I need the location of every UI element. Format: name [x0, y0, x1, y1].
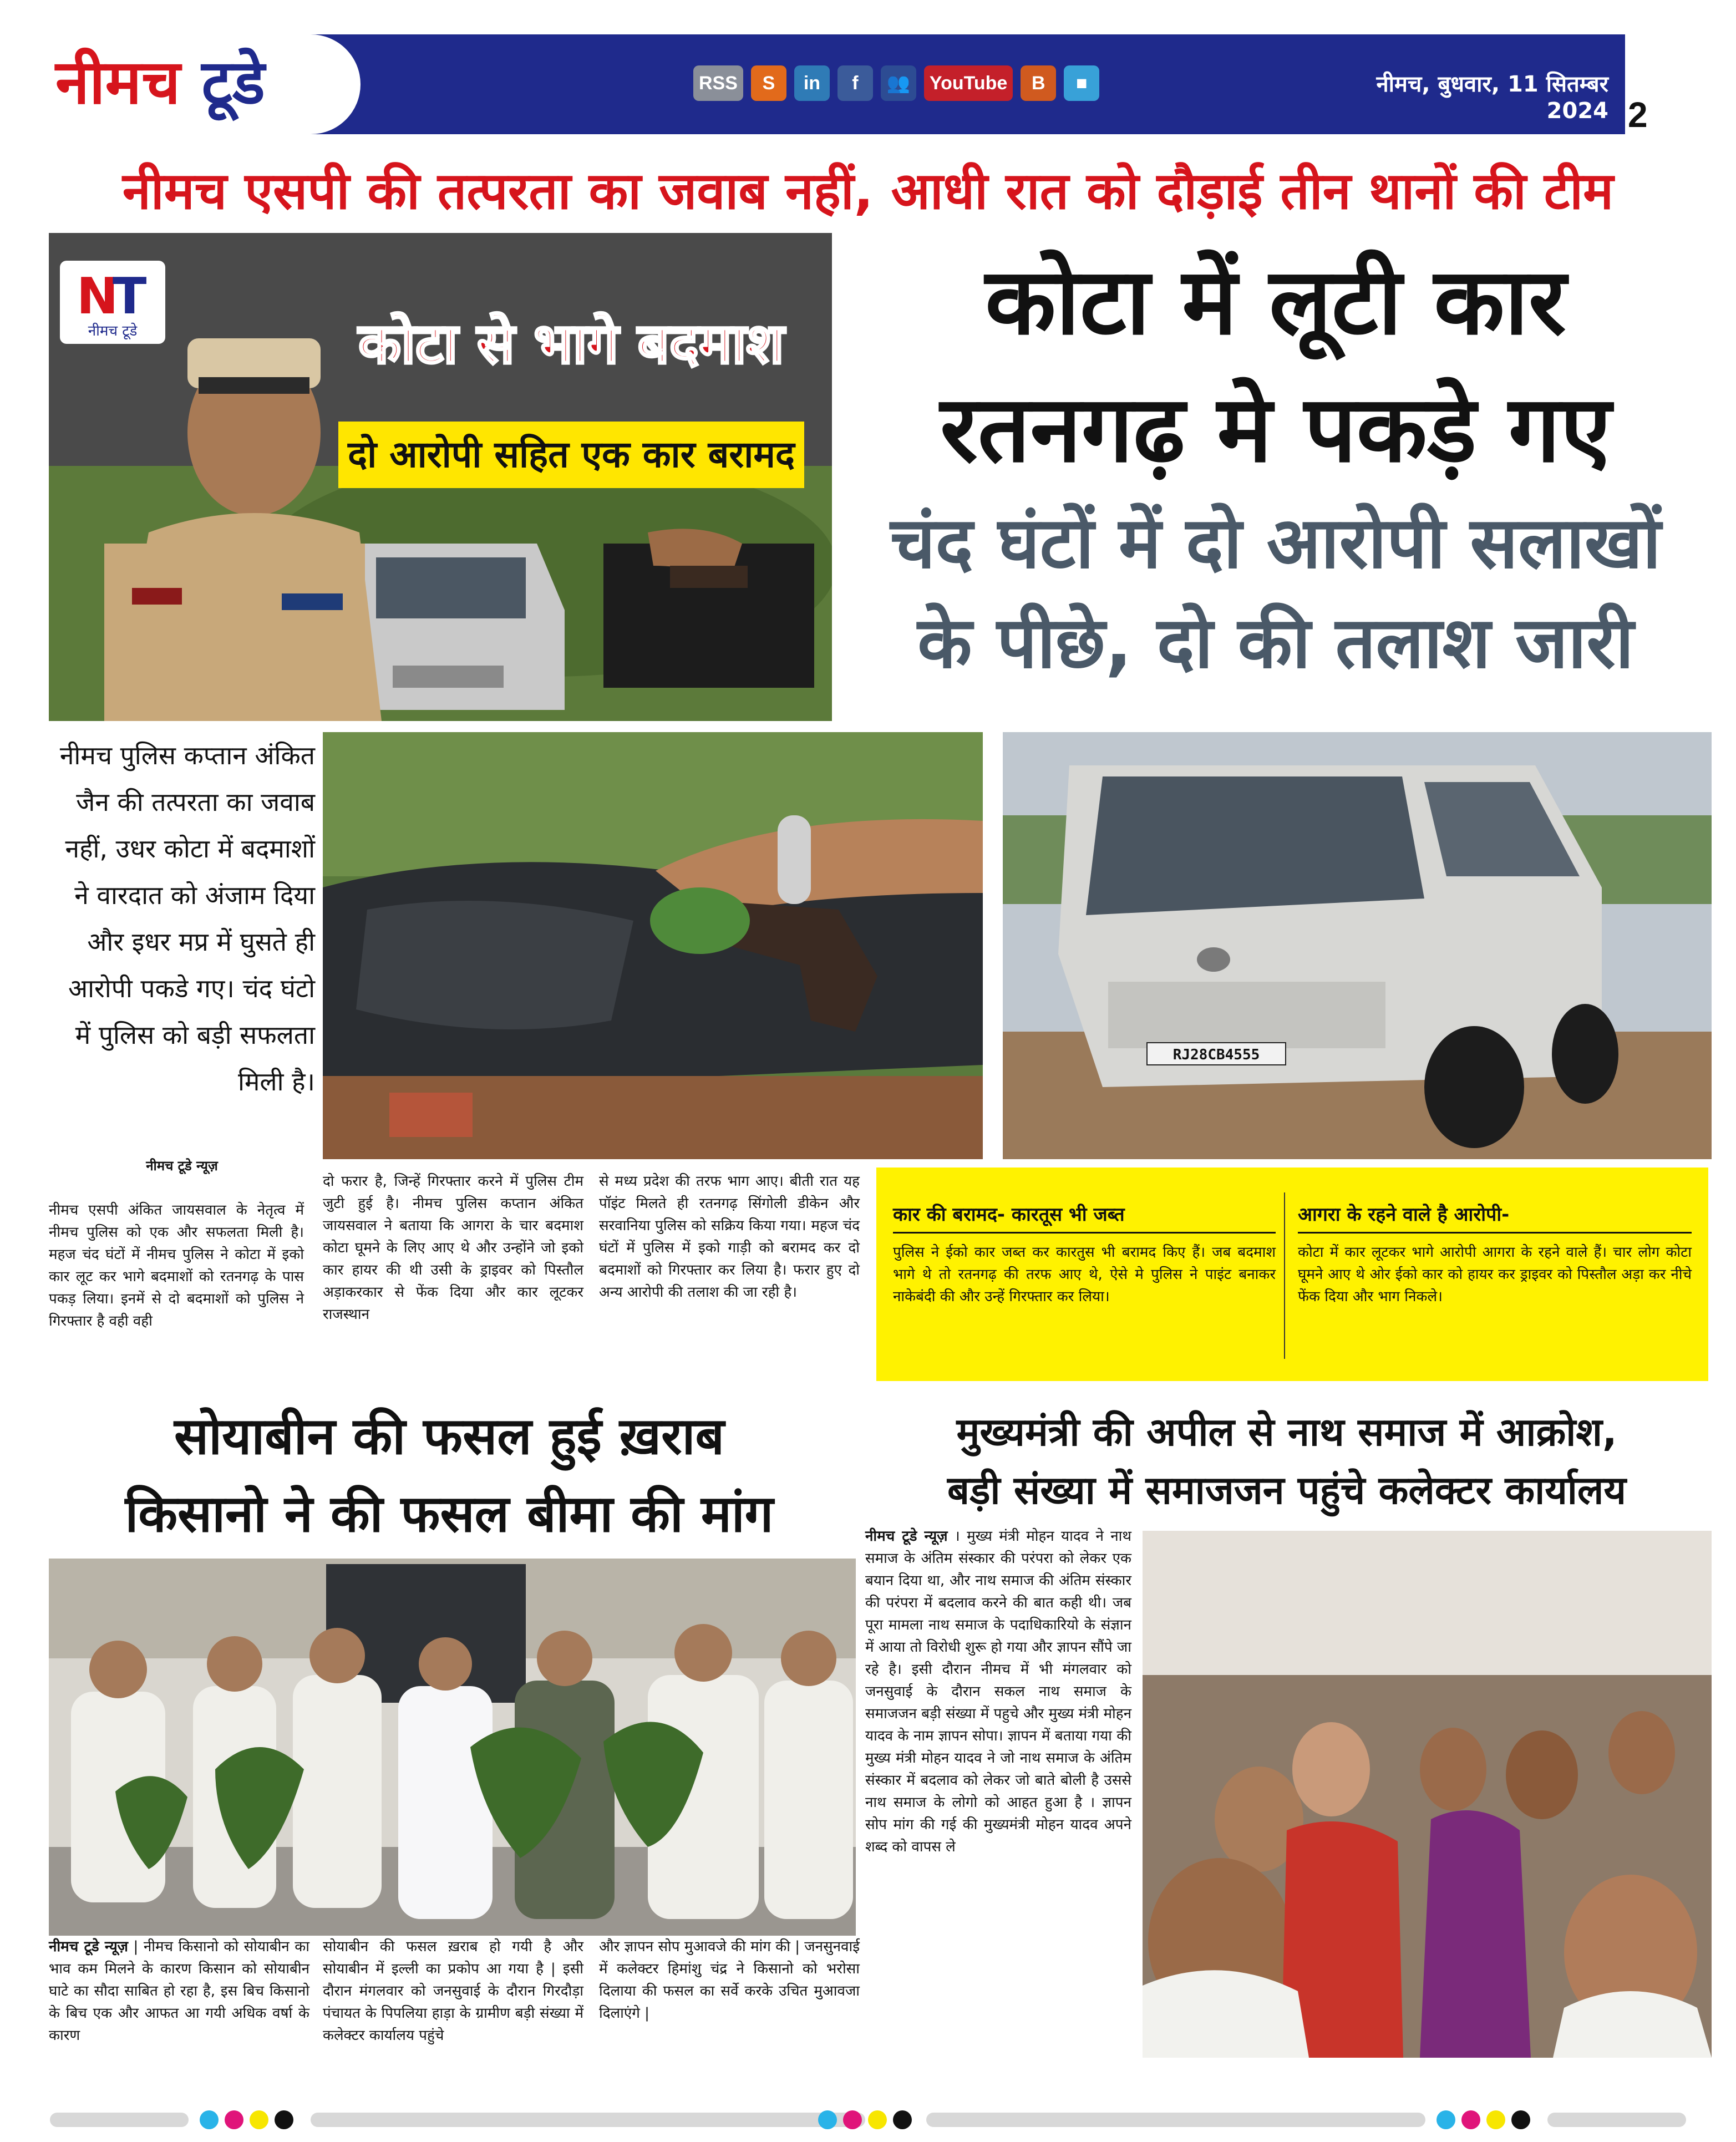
myspace-icon[interactable]: 👥 [881, 65, 916, 101]
social-icons [693, 58, 1099, 108]
page-number: 2 [1628, 95, 1648, 135]
nath-headline-line-1: मुख्यमंत्री की अपील से नाथ समाज में आक्रोश, [956, 1409, 1617, 1455]
magenta-dot-2 [843, 2110, 862, 2129]
main-headline [843, 238, 1708, 494]
nt-logo-text: नीमच टूडे [88, 323, 138, 339]
highlight-left-head: कार की बरामद- कारतूस भी जब्त [893, 1201, 1276, 1234]
soy-body-col-2: सोयाबीन की फसल ख़राब हो गयी है और सोयाबीन में इल्ली का प्रकोप आ गया है | इसी दौरान मंगलवार को जनसुवाई के दौरान गिरदौड़ा पंचायत के पिपलिया हाड़ा के ग्रामीण बड़ी संख्या में कलेक्टर कार्यालय पहुंचे [323, 1938, 583, 2044]
footer-bar-2 [311, 2113, 865, 2127]
highlight-left-body: पुलिस ने ईको कार जब्त कर कारतुस भी बरामद किए हैं। जब बदमाश भागे थे तो रतनगढ़ की तरफ आए थे, ऐसे मे पुलिस ने पाइंट बनाकर नाकेबंदी की और उन्हें गिरफ्तार कर लिया। [893, 1244, 1276, 1305]
cyan-dot-3 [1436, 2110, 1455, 2129]
lead-byline: नीमच टूडे न्यूज़ [146, 1158, 218, 1174]
black-dot-2 [893, 2110, 912, 2129]
soy-body-col-1 [49, 1936, 309, 2047]
highlight-right-body: कोटा में कार लूटकर भागे आरोपी आगरा के रहने वाले हैं। चार लोग कोटा घूमने आए थे ओर ईको कार को हायर कर ड्राइवर को पिस्तौल अड़ा कर नीचे फेंक दिया और भाग निकले। [1298, 1244, 1692, 1305]
hero-overlay-subtitle: दो आरोपी सहित एक कार बरामद [338, 422, 804, 488]
main-subhead [843, 494, 1708, 693]
highlight-left [893, 1201, 1276, 1308]
highlight-right-head: आगरा के रहने वाले है आरोपी- [1298, 1201, 1692, 1234]
soy-byline: नीमच टूडे न्यूज़ [49, 1938, 128, 1955]
footer-registration-bar [50, 2110, 1686, 2129]
soy-headline-line-1: सोयाबीन की फसल हुई ख़राब [174, 1407, 724, 1466]
soy-photo [49, 1559, 856, 1936]
svg-text:N: N [77, 267, 119, 326]
lead-intro: नीमच पुलिस कप्तान अंकित जैन की तत्परता का जवाब नहीं, उधर कोटा में बदमाशों ने वारदात को अंजाम दिया और इधर मप्र में घुसते ही आरोपी पकडे गए। चंद घंटो में पुलिस को बड़ी सफलता मिली है। [59, 740, 315, 1097]
black-dot [275, 2110, 293, 2129]
lead-body-col-2: दो फरार है, जिन्हें गिरफ्तार करने में पुलिस टीम जुटी हुई है। नीमच पुलिस कप्तान अंकित जायसवाल ने बताया कि आगरा के चार बदमाश कोटा घूमने के लिए आए थे और उन्होंने जो इको कार हायर की थी उसी के ड्राइवर को पिस्तौल अड़ाकरकार से फेंक दिया और कार लूटकर राजस्थान [323, 1173, 583, 1323]
svg-text:T: T [113, 267, 147, 326]
nath-byline: नीमच टूडे न्यूज़ [865, 1528, 948, 1545]
lead-body-col-1: नीमच एसपी अंकित जायसवाल के नेतृत्व में नीमच पुलिस को एक और सफलता मिली है। महज चंद घंटों में नीमच पुलिस ने कोटा में इको कार लूट कर भागे बदमाशों को रतनगढ़ के पास पकड़ लिया। इनमें से दो बदमाशों को पुलिस ने गिरफ्तार है वही वही [49, 1202, 304, 1329]
soy-body-col-1-text: | नीमच किसानो को सोयाबीन का भाव कम मिलने के कारण किसान को सोयाबीन घाटे का सौदा साबित हो रहा है, इस बिच किसानो के बिच एक और आफत आ गयी अधिक वर्षा के कारण [49, 1938, 309, 2044]
cyan-dot [200, 2110, 219, 2129]
car-photo [1003, 732, 1712, 1159]
footer-bar-1 [50, 2113, 189, 2127]
facebook-icon[interactable]: f [837, 65, 873, 101]
nt-logo-badge [60, 261, 165, 344]
soy-body-col-3: और ज्ञापन सोप मुआवजे की मांग की | जनसुनवाई में कलेक्टर हिमांशु चंद्र ने किसानो को भरोसा दिलाया की फसल का सर्वे करके उचित मुआवजा दिलाएंगे | [599, 1938, 860, 2022]
main-subhead-line-1: चंद घंटों में दो आरोपी सलाखों [890, 502, 1661, 585]
logo-part-1: नीमच [55, 46, 181, 118]
black-dot-3 [1511, 2110, 1530, 2129]
yellow-dot-3 [1486, 2110, 1505, 2129]
lead-body-col-3: से मध्य प्रदेश की तरफ भाग आए। बीती रात यह पॉइंट मिलते ही रतनगढ़ सिंगोली डीकेन और सरवानिया पुलिस को सक्रिय किया गया। महज चंद घंटों में पुलिस में इको गाड़ी को बरामद कर दो बदमाशों को गिरफ्तार कर लिया है। फरार हुए दो अन्य आरोपी की तलाश की जा रही है। [599, 1173, 860, 1301]
nath-headline [865, 1403, 1708, 1520]
highlight-right [1298, 1201, 1692, 1308]
footer-bar-3 [926, 2113, 1425, 2127]
nath-headline-line-2: बड़ी संख्या में समाजजन पहुंचे कलेक्टर कार्यालय [947, 1468, 1626, 1513]
car-plate-text: RJ28CB4555 [1172, 1047, 1260, 1063]
nath-photo [1143, 1531, 1712, 2058]
highlight-divider [1284, 1192, 1285, 1359]
soy-headline [33, 1398, 865, 1553]
main-headline-line-1: कोटा में लूटी कार [985, 248, 1566, 356]
rss-icon[interactable]: RSS [693, 65, 743, 101]
nath-body-text: । मुख्य मंत्री मोहन यादव ने नाथ समाज के अंतिम संस्कार की परंपरा को लेकर एक बयान दिया था, और नाथ समाज की अंतिम संस्कार की परंपरा में बदलाव करने की बात कही थी। जब पूरा मामला नाथ समाज के पदाधिकारियो के संज्ञान में आया तो विरोधी शुरू हो गया और ज्ञापन सौंपे जा रहे है। इसी दौरान नीमच में भी मंगलवार को जनसुवाई के दौरान सकल नाथ समाज के समाजजन बड़ी संख्या में पहुचे और मुख्य मंत्री मोहन यादव के नाम ज्ञापन सोपा। ज्ञापन में बताया गया की मुख्य मंत्री मोहन यादव ने जो नाथ समाज के अंतिम संस्कार में बदलाव को लेकर जो बाते बोली है उससे नाथ समाज के लोगो को आहत हुआ है । ज्ञापन सोप मांग की गई की मुख्यमंत्री मोहन यादव अपने शब्द को वापस ले [865, 1528, 1132, 1855]
cyan-dot-2 [818, 2110, 837, 2129]
linkedin-icon[interactable]: in [794, 65, 830, 101]
dateline: नीमच, बुधवार, 11 सितम्बर 2024 [1376, 72, 1608, 124]
nath-body [865, 1525, 1131, 1858]
yellow-dot-2 [868, 2110, 887, 2129]
top-headline: नीमच एसपी की तत्परता का जवाब नहीं, आधी रात को दौड़ाई तीन थानों की टीम [122, 161, 1614, 221]
magenta-dot [225, 2110, 243, 2129]
logo-part-2: टूडे [201, 46, 265, 118]
magenta-dot-3 [1461, 2110, 1480, 2129]
footer-bar-4 [1547, 2113, 1686, 2127]
newspaper-logo[interactable] [55, 43, 265, 121]
soy-headline-line-2: किसानो ने की फसल बीमा की मांग [125, 1484, 774, 1544]
youtube-icon[interactable]: YouTube [924, 65, 1013, 101]
skype-icon[interactable]: S [751, 65, 786, 101]
blogger-icon[interactable]: B [1021, 65, 1056, 101]
gun-photo [323, 732, 983, 1159]
main-headline-line-2: रतनगढ़ मे पकड़े गए [940, 376, 1612, 483]
hero-overlay-title: कोटा से भागे बदमाश [358, 311, 784, 376]
yellow-dot [250, 2110, 268, 2129]
main-subhead-line-2: के पीछे, दो की तलाश जारी [917, 602, 1634, 684]
delicious-icon[interactable]: ■ [1064, 65, 1099, 101]
